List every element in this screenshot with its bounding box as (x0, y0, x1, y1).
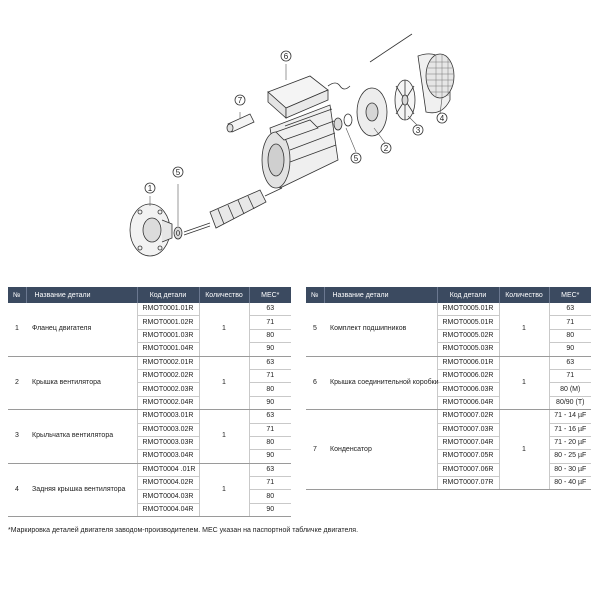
header-name: Название детали (26, 287, 137, 303)
part-number: 3 (8, 410, 26, 464)
part-name: Крыльчатка вентилятора (26, 410, 137, 464)
part-code: RMOT0007.05R (437, 450, 499, 463)
table-header-row (306, 287, 591, 303)
part-code: RMOT0005.02R (437, 329, 499, 342)
part-number: 5 (306, 303, 324, 356)
part-code: RMOT0006.01R (437, 356, 499, 369)
part-mec: 71 (249, 369, 291, 382)
part-mec: 71 - 14 µF (549, 410, 591, 423)
part-name: Крышка вентилятора (26, 356, 137, 410)
part-code: RMOT0002.03R (137, 383, 199, 396)
part-code: RMOT0002.04R (137, 396, 199, 409)
part-mec: 90 (249, 396, 291, 409)
fan-part (395, 80, 415, 120)
part-mec: 71 - 16 µF (549, 423, 591, 436)
part-name: Фланец двигателя (26, 303, 137, 356)
part-code: RMOT0007.04R (437, 436, 499, 449)
callout-3: 3 (415, 126, 421, 135)
part-mec: 90 (249, 503, 291, 516)
bearing-rear-part (334, 114, 352, 130)
terminal-box-part (268, 76, 350, 140)
rotor-part (184, 188, 282, 235)
part-quantity: 1 (199, 463, 249, 517)
part-mec: 80 - 25 µF (549, 450, 591, 463)
header-name: Название детали (324, 287, 437, 303)
part-code: RMOT0006.04R (437, 396, 499, 409)
part-code: RMOT0004 .01R (137, 463, 199, 476)
part-mec: 63 (249, 410, 291, 423)
part-code: RMOT0004.04R (137, 503, 199, 516)
table-row (306, 303, 591, 316)
part-code: RMOT0002.02R (137, 369, 199, 382)
part-mec: 80 (249, 383, 291, 396)
part-mec: 90 (549, 343, 591, 356)
callout-7: 7 (237, 96, 243, 105)
callout-4: 4 (439, 114, 445, 123)
header-mec: МЕС* (249, 287, 291, 303)
footnote: *Маркировка деталей двигателя заводом-производителем. МЕС указан на паспортной табличке двигателя. (8, 527, 359, 534)
header-mec: МЕС* (549, 287, 591, 303)
table-row (8, 356, 291, 369)
bearing-front-part (174, 227, 182, 239)
part-code: RMOT0005.01R (437, 303, 499, 316)
part-mec: 90 (249, 450, 291, 463)
part-quantity: 1 (499, 303, 549, 356)
table-row (8, 303, 291, 316)
part-mec: 90 (249, 343, 291, 356)
part-code: RMOT0004.03R (137, 490, 199, 503)
part-name: Задняя крышка вентилятора (26, 463, 137, 517)
part-mec: 63 (249, 356, 291, 369)
part-mec: 63 (549, 356, 591, 369)
motor-exploded-drawing (100, 20, 500, 270)
part-mec: 71 (249, 316, 291, 329)
part-quantity: 1 (199, 410, 249, 464)
header-code: Код детали (137, 287, 199, 303)
header-qty: Количество (499, 287, 549, 303)
part-code: RMOT0003.03R (137, 436, 199, 449)
part-code: RMOT0007.06R (437, 463, 499, 476)
part-number: 2 (8, 356, 26, 410)
part-number: 6 (306, 356, 324, 410)
part-mec: 80 (549, 329, 591, 342)
parts-table-left (8, 287, 291, 517)
callout-1: 1 (147, 184, 153, 193)
flange-part (130, 204, 172, 256)
part-code: RMOT0001.02R (137, 316, 199, 329)
callout-5-front: 5 (175, 168, 181, 177)
part-quantity: 1 (499, 356, 549, 410)
table-row (306, 410, 591, 423)
part-code: RMOT0001.04R (137, 343, 199, 356)
capacitor-part (227, 114, 254, 132)
part-code: RMOT0001.03R (137, 329, 199, 342)
callout-2: 2 (383, 144, 389, 153)
part-mec: 71 - 20 µF (549, 436, 591, 449)
header-code: Код детали (437, 287, 499, 303)
header-qty: Количество (199, 287, 249, 303)
part-mec: 80 - 40 µF (549, 477, 591, 490)
parts-table-right-body (306, 303, 591, 490)
part-number: 4 (8, 463, 26, 517)
callout-5-rear: 5 (353, 154, 359, 163)
part-quantity: 1 (499, 410, 549, 490)
part-name: Комплект подшипников (324, 303, 437, 356)
part-number: 7 (306, 410, 324, 490)
part-mec: 80 - 30 µF (549, 463, 591, 476)
part-mec: 71 (249, 477, 291, 490)
part-code: RMOT0003.02R (137, 423, 199, 436)
part-code: RMOT0005.03R (437, 343, 499, 356)
table-header-row (8, 287, 291, 303)
stator-housing-part (262, 105, 338, 188)
part-code: RMOT0003.04R (137, 450, 199, 463)
part-quantity: 1 (199, 303, 249, 356)
part-mec: 71 (249, 423, 291, 436)
callout-6: 6 (283, 52, 289, 61)
part-name: Крышка соединительной коробки (324, 356, 437, 410)
part-mec: 63 (249, 463, 291, 476)
header-num: № (306, 287, 324, 303)
part-code: RMOT0004.02R (137, 477, 199, 490)
part-mec: 63 (249, 303, 291, 316)
part-code: RMOT0007.07R (437, 477, 499, 490)
part-quantity: 1 (199, 356, 249, 410)
part-code: RMOT0007.02R (437, 410, 499, 423)
part-mec: 80/90 (T) (549, 396, 591, 409)
table-row (8, 410, 291, 423)
part-code: RMOT0001.01R (137, 303, 199, 316)
table-row (8, 463, 291, 476)
part-code: RMOT0006.02R (437, 369, 499, 382)
part-mec: 63 (549, 303, 591, 316)
table-row (306, 356, 591, 369)
motor-exploded-diagram (100, 20, 500, 270)
part-code: RMOT0003.01R (137, 410, 199, 423)
part-code: RMOT0006.03R (437, 383, 499, 396)
part-code: RMOT0005.01R (437, 316, 499, 329)
parts-table-left-body (8, 303, 291, 517)
part-mec: 80 (249, 436, 291, 449)
part-number: 1 (8, 303, 26, 356)
part-code: RMOT0007.03R (437, 423, 499, 436)
part-mec: 80 (249, 329, 291, 342)
header-num: № (8, 287, 26, 303)
part-code: RMOT0002.01R (137, 356, 199, 369)
part-mec: 71 (549, 369, 591, 382)
parts-table-right (306, 287, 591, 490)
part-mec: 80 (249, 490, 291, 503)
part-mec: 80 (M) (549, 383, 591, 396)
part-mec: 71 (549, 316, 591, 329)
rear-shield-part (357, 88, 387, 136)
part-name: Конденсатор (324, 410, 437, 490)
